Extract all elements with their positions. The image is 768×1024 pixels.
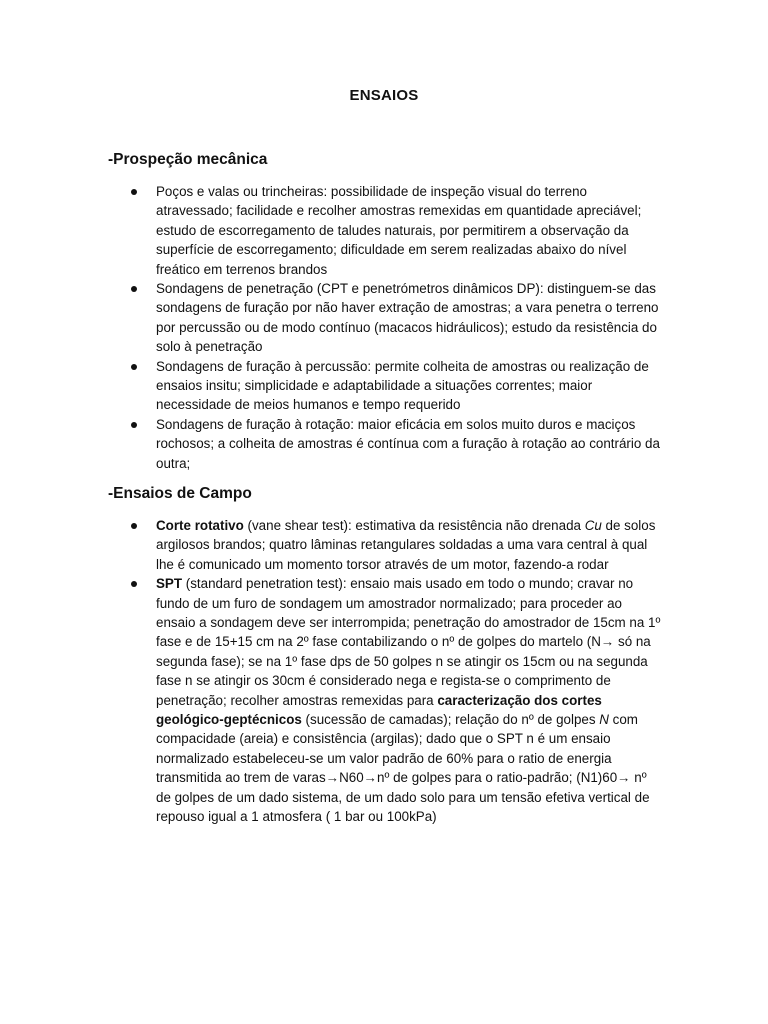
list-item-text: Sondagens de penetração (CPT e penetrómetros dinâmicos DP): distinguem-se das sondagens de furação por não haver extração de amostras; a vara penetra o terreno por percussão ou de modo contínuo (macacos hidráulicos); estudo da resistência do solo à penetração [156, 281, 659, 355]
corte-text-a: (vane shear test): estimativa da resistência não drenada [243, 518, 585, 533]
list-item-corte-rotativo [0, 516, 662, 574]
cu-symbol: Cu [584, 518, 602, 533]
list-item-text: Sondagens de furação à percussão: permite colheita de amostras ou realização de ensaios insitu; simplicidade e adaptabilidade a situações correntes; maior necessidade de meios humanos e tempo requerido [156, 358, 649, 413]
list-item [0, 357, 662, 415]
corte-text-b: de solos argilosos brandos; quatro lâminas retangulares soldadas a uma vara central à qual lhe é comunicado um momento torsor através de um motor, fazendo-a rodar [156, 518, 656, 572]
spt-bold-caracterizacao: caracterização dos cortes geológico-geptécnicos [156, 692, 602, 728]
list-item [0, 415, 662, 473]
bullet-list-ensaios-campo [0, 516, 768, 827]
arrow-icon: → [617, 770, 631, 786]
spt-text-e: N60 [339, 770, 364, 786]
arrow-icon: → [600, 634, 615, 650]
bullet-icon [131, 422, 137, 428]
spt-text-d: com compacidade (areia) e consistência (argilas); dado que o SPT n é um ensaio normalizado estabeleceu-se um valor padrão de 60% para o ratio de energia transmitida ao trem de varas [156, 712, 638, 786]
list-item-text: Poços e valas ou trincheiras: possibilidade de inspeção visual do terreno atravessado; facilidade e recolher amostras remexidas em quantidade apreciável; estudo de escorregamento de taludes naturais, por permitirem a observação da superfície de escorregamento; dificuldade em serem realizadas abaixo do nível freático em terrenos brandos [156, 184, 642, 277]
bullet-icon [131, 581, 137, 587]
bullet-icon [131, 364, 137, 370]
list-item [0, 182, 662, 279]
list-item [0, 279, 662, 357]
section-heading-prospecao: -Prospeção mecânica [108, 151, 268, 168]
bullet-icon [131, 189, 137, 195]
section-heading-ensaios-campo: -Ensaios de Campo [108, 485, 252, 502]
spt-text-f: nº de golpes para o ratio-padrão; (N1)60 [377, 770, 618, 786]
arrow-icon: → [363, 770, 378, 786]
spt-text-a: (standard penetration test): ensaio mais usado em todo o mundo; cravar no fundo de um furo de sondagem um amostrador normalizado; para proceder ao ensaio a sondagem deve ser interrompida; penetração do amostrador de 15cm na 1º fase e de 15+15 cm na 2º fase contabilizando o nº de golpes do martelo (N [156, 576, 661, 650]
spt-text-b: só na segunda fase); se na 1º fase dps de 50 golpes n se atingir os 15cm ou na segunda fase n se atingir os 30cm é considerado nega e regista-se o comprimento de penetração; recolher amostras remexidas para [156, 634, 651, 708]
bullet-icon [131, 523, 137, 529]
arrow-icon: → [325, 770, 340, 786]
document-title: ENSAIOS [349, 87, 419, 104]
term-spt: SPT [156, 576, 183, 592]
term-corte-rotativo: Corte rotativo [156, 518, 244, 533]
list-item-text: Sondagens de furação à rotação: maior eficácia em solos muito duros e maciços rochosos; a colheita de amostras é contínua com a furação à rotação ao contrário da outra; [156, 416, 660, 471]
bullet-list-prospecao [0, 182, 768, 473]
spt-text-c: (sucessão de camadas); relação do nº de golpes [301, 712, 600, 728]
bullet-icon [131, 286, 137, 292]
n-symbol: N [599, 712, 609, 728]
spt-text-g: nº de golpes de um dado sistema, de um dado solo para um tensão efetiva vertical de repouso igual a 1 atmosfera ( 1 bar ou 100kPa) [156, 770, 650, 825]
list-item-spt [0, 574, 662, 826]
